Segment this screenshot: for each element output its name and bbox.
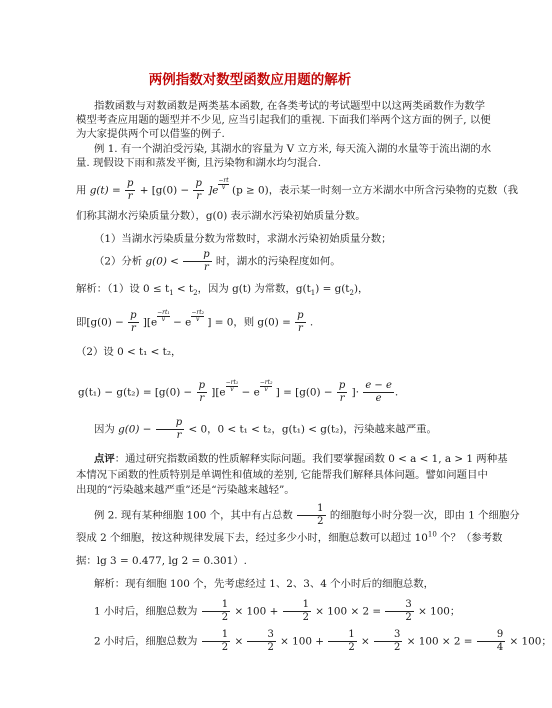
- fraction-p-over-r: $\frac{p}{r}$: [126, 177, 134, 202]
- example2-line-1: 例 2. 现有某种细胞 100 个，其中有占总数 $\frac{1}{2}$ 的细胞每小时分裂一次，即由 1 个细胞分: [94, 503, 520, 527]
- example2-line-2: 裂成 2 个细胞，按这种规律发展下去，经过多少小时，细胞总数可以超过 $10^{10}$ 个？（参考数: [76, 530, 503, 544]
- example1-line-1: 例 1. 有一个湖泊受污染, 其湖水的容量为 V 立方米, 每天流入湖的水量等于流出湖的水: [94, 143, 492, 155]
- example1-line-3: 们称其湖水污染质量分数），g(0) 表示湖水污染初始质量分数。: [76, 210, 366, 222]
- intro-line-2: 模型考查应用题的题型并不少见, 应当引起我们的重视. 下面我们举两个这方面的例子, 以便: [76, 114, 491, 126]
- exponent-rt-over-v: $\frac{-rt}{v}$: [218, 177, 229, 191]
- fraction-p-over-r: $\frac{p}{r}$: [338, 379, 346, 404]
- fraction-p-over-r: $\frac{p}{r}$: [130, 309, 137, 334]
- hour-2-total: 2 小时后，细胞总数为 $\frac{1}{2}$ × $\frac{3}{2}$ × 100 + $\frac{1}{2}$ × $\frac{3}{2}$ × 100 × 2 = $\frac{9}{4}$ × 100；: [94, 629, 552, 653]
- example1-line-2: 量. 现假设下雨和蒸发平衡, 且污染物和湖水均匀混合.: [76, 157, 322, 169]
- fraction-p-over-r: $\frac{p}{r}$: [297, 309, 304, 334]
- solution-2: （2）设 0 < t₁ < t₂，: [76, 346, 182, 358]
- comment-line-1: 点评：通过研究指数函数的性质解释实际问题。我们要掌握函数 0 < a < 1, a > 1 两种基: [94, 453, 508, 465]
- fraction-p-over-r: $\frac{p}{r}$: [156, 418, 184, 441]
- intro-line-1: 指数函数与对数函数是两类基本函数, 在各类考试的考试题型中以这两类函数作为数学: [94, 100, 486, 112]
- fraction-exp-difference: $\frac{e - e}{e}$: [365, 379, 392, 404]
- question-2: （2）分析 g(0) < $\frac{p}{r}$ 时，湖水的污染程度如何。: [94, 249, 341, 273]
- hour-1-total: 1 小时后，细胞总数为 $\frac{1}{2}$ × 100 + $\frac{1}{2}$ × 100 × 2 = $\frac{3}{2}$ × 100；: [94, 599, 461, 623]
- solution-1: 解析：（1）设 $0 \le t_1 < t_2$，因为 g(t) 为常数，$g(t_1) = g(t_2)$，: [76, 283, 369, 298]
- example2-line-3: 据：lg 3 = 0.477, lg 2 = 0.301）.: [76, 555, 247, 567]
- fraction-one-half: $\frac{1}{2}$: [297, 504, 325, 527]
- document-title: 两例指数对数型函数应用题的解析: [148, 72, 352, 88]
- fraction-p-over-r: $\frac{p}{r}$: [183, 250, 211, 273]
- intro-line-3: 为大家提供两个可以借鉴的例子.: [76, 128, 225, 140]
- question-1: （1）当湖水污染质量分数为常数时，求湖水污染初始质量分数；: [94, 233, 392, 245]
- comment-line-2: 本情况下函数的性质特别是单调性和值域的差别, 它能帮我们解释具体问题。譬如问题目中: [76, 469, 488, 481]
- solution-2-equation: g(t₁) − g(t₂) = [g(0) − $\frac{p}{r}$ ][e $\frac{\text{−rt₁}}{v}$ − e $\frac{\text{−rt₂}}{v}$ ] = [g(0) − $\frac{p}{r}$ ]· $\frac{e - e}{e}$ .: [78, 379, 399, 404]
- example1-formula-line: 用 g(t) = $\frac{p}{r}$ + [g(0) − $\frac{p}{r}$ ]e $\frac{-rt}{v}$ (p ≥ 0)，表示某一时刻一立方米湖水中所含污染物的克数（我: [76, 177, 519, 202]
- fraction-p-over-r: $\frac{p}{r}$: [195, 177, 202, 202]
- example2-solution: 解析：现有细胞 100 个，先考虑经过 1、2、3、4 个小时后的细胞总数，: [94, 578, 435, 590]
- solution-2-conclusion: 因为 g(0) − $\frac{p}{r}$ < 0，0 < t₁ < t₂，g(t₁) < g(t₂)，污染越来越严重。: [94, 417, 437, 441]
- fraction-p-over-r: $\frac{p}{r}$: [198, 379, 205, 404]
- solution-1-derivation: 即[g(0) − $\frac{p}{r}$ ][e $\frac{\text{−rt₁}}{v}$ − e $\frac{\text{−rt₂}}{v}$ ] = 0，则 g(0) = $\frac{p}{r}$ .: [76, 309, 314, 334]
- comment-line-3: 出现的“污染越来越严重”还是“污染越来越轻”。: [76, 484, 295, 496]
